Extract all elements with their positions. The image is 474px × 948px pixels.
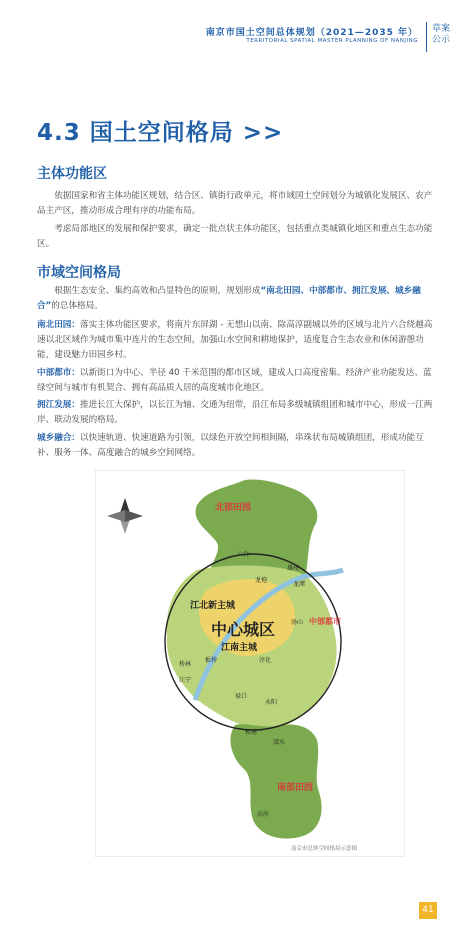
subsection-title-functional-zones: 主体功能区 (37, 166, 107, 182)
header-status (432, 24, 464, 46)
map-town-liuhe: 六合 (237, 551, 250, 558)
map-town-xiongzhou: 雄州 (287, 565, 300, 572)
map-label-central-metro: 中部都市 (309, 617, 341, 626)
map-label-south-fields: 南部田园 (277, 783, 314, 793)
page-number-badge: 41 (419, 902, 437, 919)
item-label: 南北田园： (37, 320, 80, 330)
paragraph-riverside-development (37, 398, 437, 428)
map-caption: 南京市总体空间格局示意图 (291, 846, 358, 852)
map-town-lishui: 溧水 (273, 739, 286, 746)
subsection-title-spatial-pattern: 市域空间格局 (37, 265, 121, 281)
map-town-yongyang: 永阳 (265, 699, 278, 706)
item-label: 拥江发展： (37, 400, 80, 410)
item-text: 以新街口为中心、半径 40 千米范围的都市区域，建成人口高度密集、经济产业功能发达、蓝绿空间与城市有机契合、拥有高品质人居的高度城市化地区。 (37, 368, 432, 393)
map-town-chunhua: 淳化 (259, 657, 272, 664)
section-title: 4.3 国土空间格局 >> (37, 120, 284, 146)
map-town-qiaolin: 桥林 (179, 661, 192, 668)
map-town-longpao: 龙袍 (255, 577, 268, 584)
header-status-line2: 公示 (432, 35, 451, 45)
item-text: 落实主体功能区要求，将南片东屏湖 - 无想山以南、除高淳副城以外的区域与北片六合绕越高速以北区域作为城市集中连片的生态空间，加强山水空间和耕地保护，适度复合生态农业和休闲游憩功能，建设魅力田园乡村。 (37, 320, 433, 360)
map-town-jiangning: 江宁 (179, 677, 192, 684)
spatial-pattern-map (95, 470, 405, 857)
page-header (0, 0, 474, 68)
map-label-north-fields: 北部田园 (215, 503, 252, 513)
paragraph-functional-zones-1: 依据国家和省主体功能区规划，结合区、镇街行政单元，将市域国土空间划分为城镇化发展区、农产品主产区，推动形成合理有序的功能布局。 (37, 191, 433, 216)
map-town-gaochun: 高淳 (257, 811, 270, 818)
item-text: 推进长江大保护，以长江为轴、交通为纽带，沿江布局多级城镇组团和城市中心，形成一江两岸、联动发展的格局。 (37, 400, 433, 425)
header-status-line1: 草案 (432, 24, 451, 34)
map-town-tangshan: 汤山 (291, 619, 304, 626)
map-town-longtan: 龙潭 (293, 581, 306, 588)
item-text: 以快速轨道、快速道路为引领，以绿色开放空间相间隔，串珠状布局城镇组团，形成功能互补、服务一体、高度融合的城乡空间网络。 (37, 433, 424, 458)
item-label: 城乡融合： (37, 433, 80, 443)
intro-text-a: 根据生态安全、集约高效和凸显特色的原则，规划形成 (54, 286, 261, 296)
paragraph-north-south-fields (37, 318, 437, 363)
paragraph-urban-rural-integration (37, 431, 437, 461)
map-label-jiangbei: 江北新主城 (190, 601, 236, 611)
map-town-zhetang: 柘塘 (245, 729, 258, 736)
header-subtitle: TERRITORIAL SPATIAL MASTER PLANNING OF NANJING (246, 38, 418, 44)
map-town-lukou: 禄口 (235, 693, 248, 700)
paragraph-central-metropolis (37, 366, 437, 396)
intro-highlight: “南北田园、中部都市、拥江发展、城乡融合” (37, 286, 421, 311)
intro-text-b: 的总体格局。 (51, 301, 103, 311)
header-title: 南京市国土空间总体规划（2021—2035 年） (205, 28, 418, 38)
map-label-jiangnan: 江南主城 (221, 643, 258, 653)
map-town-banqiao: 板桥 (205, 657, 218, 664)
header-divider (426, 22, 427, 52)
item-label: 中部都市： (37, 368, 80, 378)
paragraph-spatial-intro (37, 284, 437, 314)
paragraph-functional-zones-2: 考虑局部地区的发展和保护要求，确定一批点状主体功能区，包括重点类城镇化地区和重点生态功能区。 (37, 224, 433, 249)
map-label-central-city: 中心城区 (211, 620, 276, 639)
